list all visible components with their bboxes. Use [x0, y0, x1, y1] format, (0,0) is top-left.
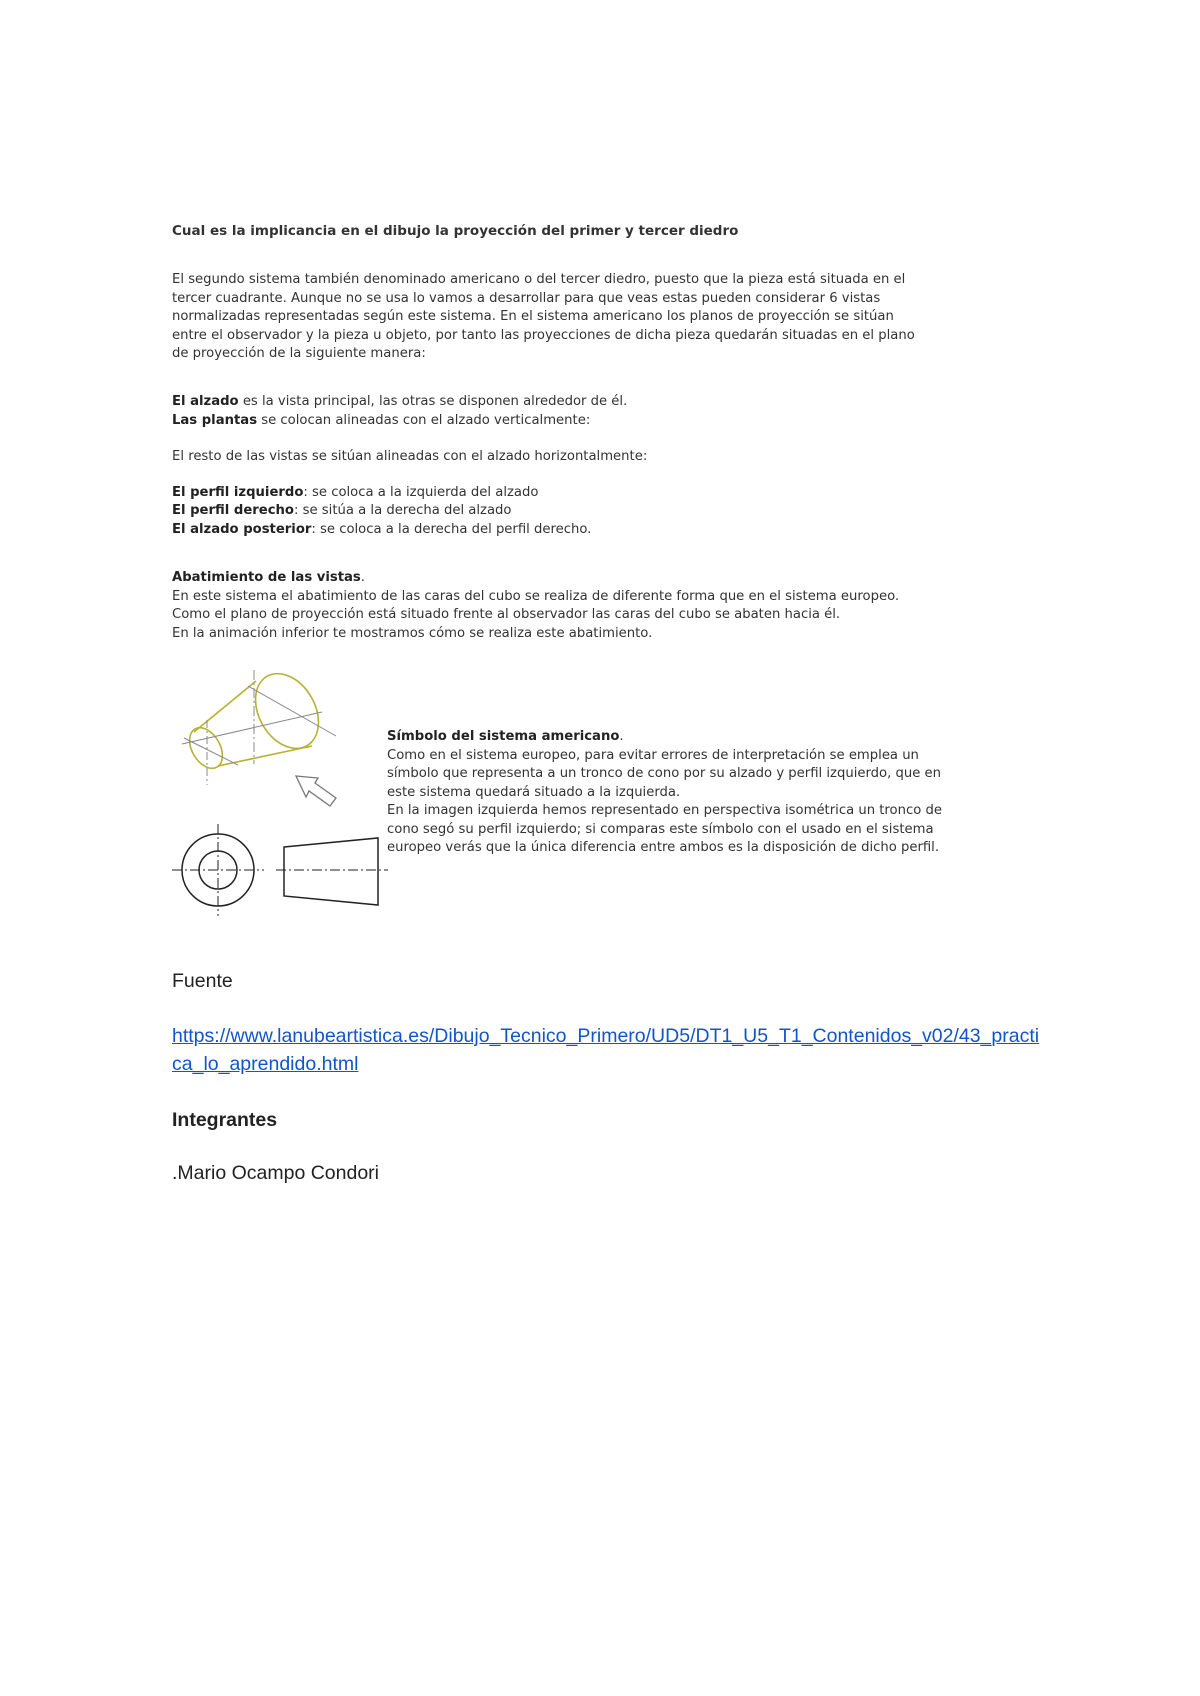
simbolo-title-suffix: . — [619, 729, 624, 744]
cone-axes — [182, 670, 336, 785]
simbolo-title-line — [387, 728, 1037, 747]
intro-line: normalizadas representadas según este sistema. En el sistema americano los planos de proyección se sitúan — [172, 309, 894, 324]
perfil-derecho-label: El perfil derecho — [172, 503, 294, 518]
intro-paragraph — [172, 271, 1042, 364]
source-link[interactable]: https://www.lanubeartistica.es/Dibujo_Tecnico_Primero/UD5/DT1_U5_T1_Contenidos_v02/43_practica_lo_aprendido.html — [172, 1025, 1040, 1075]
plantas-line — [172, 412, 1042, 431]
plantas-label: Las plantas — [172, 412, 258, 428]
perfil-derecho-text: : se sitúa a la derecha del alzado — [294, 503, 512, 518]
simbolo-line: este sistema quedará situado a la izquierda. — [387, 784, 681, 800]
alzado-posterior-line — [172, 521, 1042, 540]
plantas-text: se colocan alineadas con el alzado verticalmente: — [257, 412, 591, 428]
perfil-izquierdo-line — [172, 484, 1042, 503]
simbolo-line: Como en el sistema europeo, para evitar errores de interpretación se emplea un — [387, 747, 919, 763]
abatimiento-title-line — [172, 569, 1042, 588]
fuente-label: Fuente — [172, 970, 233, 992]
simbolo-line: símbolo que representa a un tronco de cono por su alzado y perfil izquierdo, que en — [387, 766, 941, 781]
abatimiento-line: En este sistema el abatimiento de las caras del cubo se realiza de diferente forma que en el sistema europeo. — [172, 588, 900, 604]
perfil-izquierdo-text: : se coloca a la izquierda del alzado — [303, 484, 539, 500]
alzado-posterior-label: El alzado posterior — [172, 521, 312, 537]
arrow-icon — [296, 776, 336, 806]
alzado-posterior-text: : se coloca a la derecha del perfil derecho. — [311, 521, 592, 537]
perfil-derecho-line — [172, 502, 1042, 521]
alzado-line — [172, 393, 1042, 412]
section-heading: Cual es la implicancia en el dibujo la proyección del primer y tercer diedro — [172, 223, 739, 239]
simbolo-section — [387, 728, 1037, 858]
abatimiento-title: Abatimiento de las vistas — [172, 570, 361, 585]
integrantes-label: Integrantes — [172, 1109, 278, 1131]
abatimiento-title-suffix: . — [360, 570, 365, 585]
truncated-cone-drawing — [172, 660, 392, 920]
abatimiento-line: En la animación inferior te mostramos cómo se realiza este abatimiento. — [172, 625, 653, 641]
intro-line: entre el observador y la pieza u objeto, por tanto las proyecciones de dicha pieza quedarán situadas en el plano — [172, 327, 915, 343]
american-system-symbol-figure — [172, 660, 392, 920]
simbolo-line: En la imagen izquierda hemos representado en perspectiva isométrica un tronco de — [387, 803, 942, 818]
resto-line: El resto de las vistas se sitúan alineadas con el alzado horizontalmente: — [172, 449, 648, 464]
simbolo-title: Símbolo del sistema americano — [387, 729, 620, 744]
views-list — [172, 393, 1042, 539]
intro-line: tercer cuadrante. Aunque no se usa lo vamos a desarrollar para que veas estas pueden considerar 6 vistas — [172, 290, 881, 306]
alzado-text: es la vista principal, las otras se disponen alrededor de él. — [238, 394, 628, 409]
simbolo-line: europeo verás que la única diferencia entre ambos es la disposición de dicho perfil. — [387, 840, 940, 855]
abatimiento-line: Como el plano de proyección está situado frente al observador las caras del cubo se abaten hacia él. — [172, 607, 841, 622]
abatimiento-section — [172, 569, 1042, 643]
intro-line: El segundo sistema también denominado americano o del tercer diedro, puesto que la pieza está situada en el — [172, 272, 906, 287]
cone-perspective — [183, 662, 331, 774]
intro-line: de proyección de la siguiente manera: — [172, 346, 426, 361]
member-name: .Mario Ocampo Condori — [172, 1162, 379, 1184]
profile-center-lines — [172, 824, 264, 916]
front-view-trapezoid — [284, 838, 378, 905]
perfil-izquierdo-label: El perfil izquierdo — [172, 484, 304, 500]
alzado-label: El alzado — [172, 394, 239, 409]
simbolo-line: cono segó su perfil izquierdo; si comparas este símbolo con el usado en el sistema — [387, 821, 934, 837]
